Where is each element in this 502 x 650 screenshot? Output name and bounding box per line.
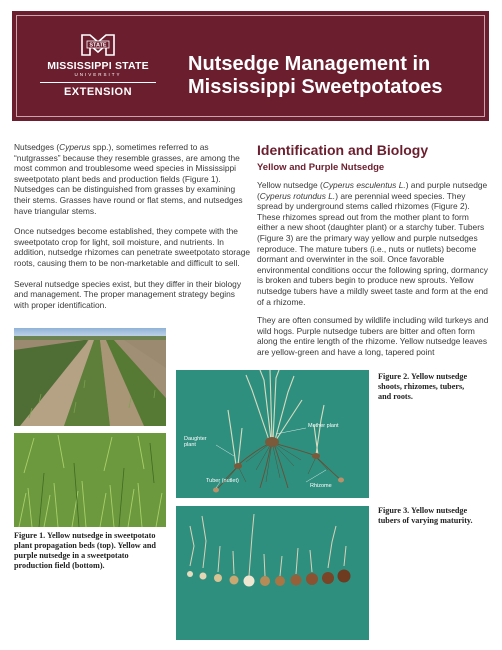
logo-extension: EXTENSION bbox=[63, 86, 133, 98]
left-column-text bbox=[14, 142, 252, 320]
figure2-caption: Figure 2. Yellow nutsedge shoots, rhizomes, tubers, and roots. bbox=[378, 372, 468, 401]
intro-paragraph-3: Several nutsedge species exist, but they differ in their biology and management. The proper management strategy begins with proper identification. bbox=[14, 278, 242, 310]
logo-university-word: UNIVERSITY bbox=[74, 72, 122, 77]
right-column-text bbox=[257, 142, 489, 366]
fig2-label-daughter-plant: Daughter plant bbox=[184, 436, 207, 448]
fig2-label-tuber: Tuber (nutlet) bbox=[206, 478, 239, 484]
header-banner bbox=[12, 11, 489, 121]
figure2-photo bbox=[176, 370, 369, 498]
logo-divider bbox=[40, 82, 156, 83]
biology-paragraph-1: Yellow nutsedge (Cyperus esculentus L.) and purple nutsedge (Cyperus rotundus L.) are perennial weed species. They spread by underground stems called rhizomes (Figure 2). These rhizomes spread out from the mother plant to form either a new shoot (daughter plant) or a starchy tuber. Tubers (Figure 3) are the primary way yellow and purple nutsedges reproduce. The mature tubers (i.e., nuts or nutlets) become dormant and overwinter in the soil. Once favorable environmental conditions occur the following spring, dormancy is broken and tubers begin to produce new sprouts. Yellow nutsedge tubers have a mildly sweet taste and form at the end of a rhizome. bbox=[257, 180, 488, 307]
emblem-text: STATE bbox=[89, 42, 107, 49]
figure1-top-photo bbox=[14, 328, 166, 426]
fig2-label-rhizome: Rhizome bbox=[310, 483, 332, 489]
figure3-photo bbox=[176, 506, 369, 640]
page-title-line2: Mississippi Sweetpotatoes bbox=[188, 76, 443, 98]
intro-paragraph-1: Nutsedges (Cyperus spp.), sometimes referred to as “nutgrasses” because they resemble grasses, are among the most common and troublesome weed species in Mississippi sweetpotato plant beds and production fields (Figure 1). Nutsedges can be distinguished from grasses by examining their stems. Grasses have round or flat stems, and nutsedges have triangular stems. bbox=[14, 142, 243, 216]
section-heading: Identification and Biology bbox=[257, 142, 429, 158]
fig2-label-mother-plant: Mother plant bbox=[308, 423, 339, 429]
figure1-bottom-photo bbox=[14, 433, 166, 527]
figure3-caption: Figure 3. Yellow nutsedge tubers of varying maturity. bbox=[378, 506, 473, 525]
msu-extension-logo bbox=[34, 31, 162, 117]
page-title-line1: Nutsedge Management in bbox=[188, 53, 431, 75]
page-title bbox=[188, 53, 488, 99]
figure1-caption: Figure 1. Yellow nutsedge in sweetpotato plant propagation beds (top). Yellow and purple nutsedge in a sweetpotato production field (bottom). bbox=[14, 531, 156, 570]
biology-paragraph-2: They are often consumed by wildlife including wild turkeys and wild hogs. Purple nutsedge tubers are bitter and often form along the entire length of the rhizome. Yellow nutsedge leaves are yellow-green and have a long, tapered point bbox=[257, 315, 489, 357]
intro-paragraph-2: Once nutsedges become established, they compete with the sweetpotato crop for light, soil moisture, and nutrients. In addition, nutsedge rhizomes can penetrate sweetpotato storage roots, causing them to be non-marketable and difficult to sell. bbox=[14, 226, 251, 268]
msu-emblem-icon bbox=[78, 31, 118, 57]
logo-university-name: MISSISSIPPI STATE bbox=[47, 60, 149, 72]
section-subheading: Yellow and Purple Nutsedge bbox=[257, 162, 385, 173]
